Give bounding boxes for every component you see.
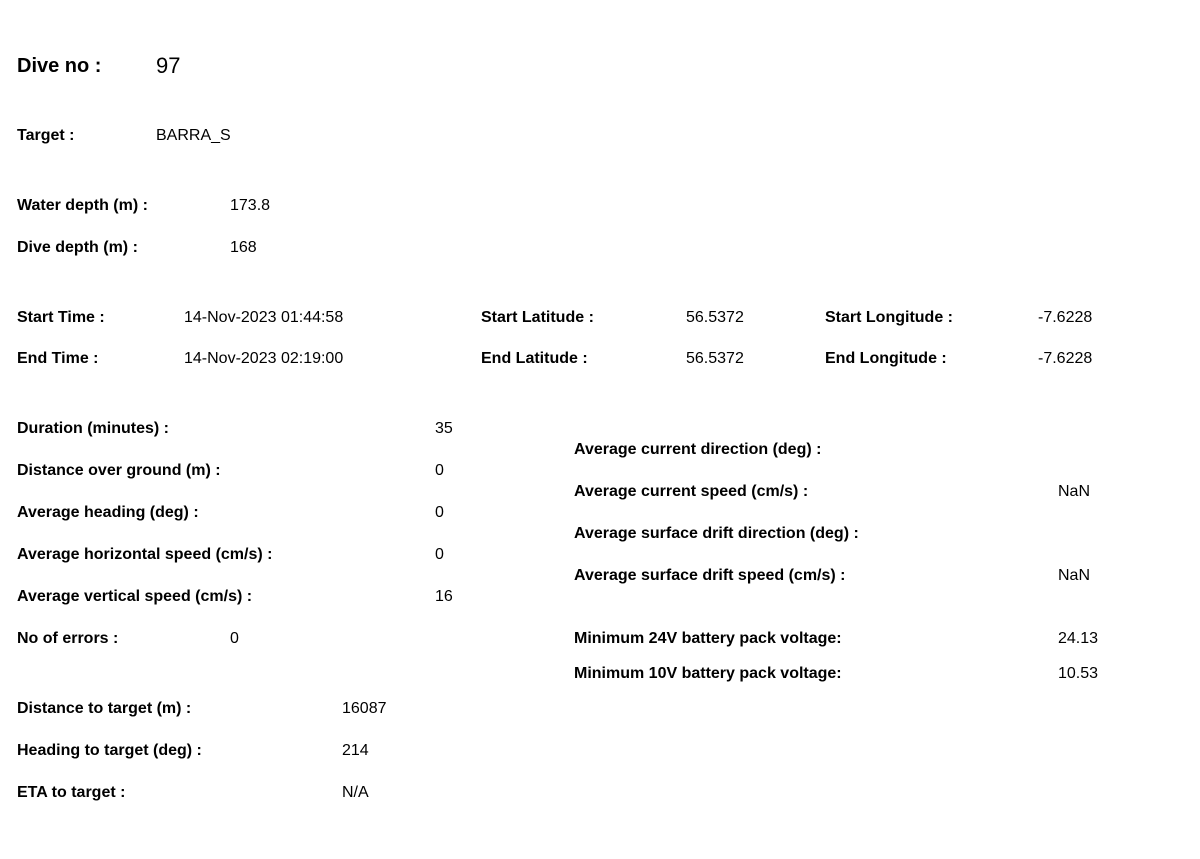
start-latitude-value: 56.5372 xyxy=(686,309,744,326)
start-time-label: Start Time : xyxy=(17,309,105,326)
duration-value: 35 xyxy=(435,420,453,437)
dive-no-value: 97 xyxy=(156,53,181,78)
errors-label: No of errors : xyxy=(17,630,119,647)
end-longitude-label: End Longitude : xyxy=(825,350,947,367)
target-value: BARRA_S xyxy=(156,127,231,144)
start-longitude-value: -7.6228 xyxy=(1038,309,1093,326)
average-surface-drift-speed-value: NaN xyxy=(1058,567,1091,584)
dive-depth-label: Dive depth (m) : xyxy=(17,239,138,256)
dive-depth-value: 168 xyxy=(230,239,257,256)
heading-to-target-label: Heading to target (deg) : xyxy=(17,742,202,759)
eta-to-target-value: N/A xyxy=(342,784,369,801)
min-10v-battery-value: 10.53 xyxy=(1058,665,1099,682)
duration-label: Duration (minutes) : xyxy=(17,420,169,437)
end-time-value: 14-Nov-2023 02:19:00 xyxy=(184,350,344,367)
average-current-speed-label: Average current speed (cm/s) : xyxy=(574,483,809,500)
average-current-direction-label: Average current direction (deg) : xyxy=(574,441,822,458)
end-longitude-value: -7.6228 xyxy=(1038,350,1093,367)
end-latitude-value: 56.5372 xyxy=(686,350,744,367)
dive-no-label: Dive no : xyxy=(17,55,102,77)
average-horizontal-speed-label: Average horizontal speed (cm/s) : xyxy=(17,546,273,563)
average-surface-drift-speed-label: Average surface drift speed (cm/s) : xyxy=(574,567,846,584)
distance-over-ground-label: Distance over ground (m) : xyxy=(17,462,221,479)
target-label: Target : xyxy=(17,127,75,144)
end-time-label: End Time : xyxy=(17,350,99,367)
average-current-speed-value: NaN xyxy=(1058,483,1091,500)
average-surface-drift-direction-label: Average surface drift direction (deg) : xyxy=(574,525,859,542)
min-10v-battery-label: Minimum 10V battery pack voltage: xyxy=(574,665,842,682)
water-depth-value: 173.8 xyxy=(230,197,271,214)
min-24v-battery-label: Minimum 24V battery pack voltage: xyxy=(574,630,842,647)
average-horizontal-speed-value: 0 xyxy=(435,546,444,563)
eta-to-target-label: ETA to target : xyxy=(17,784,126,801)
average-vertical-speed-value: 16 xyxy=(435,588,453,605)
end-latitude-label: End Latitude : xyxy=(481,350,588,367)
average-heading-label: Average heading (deg) : xyxy=(17,504,199,521)
distance-to-target-value: 16087 xyxy=(342,700,387,717)
heading-to-target-value: 214 xyxy=(342,742,369,759)
errors-value: 0 xyxy=(230,630,239,647)
average-vertical-speed-label: Average vertical speed (cm/s) : xyxy=(17,588,253,605)
start-longitude-label: Start Longitude : xyxy=(825,309,953,326)
water-depth-label: Water depth (m) : xyxy=(17,197,148,214)
start-latitude-label: Start Latitude : xyxy=(481,309,594,326)
start-time-value: 14-Nov-2023 01:44:58 xyxy=(184,309,344,326)
min-24v-battery-value: 24.13 xyxy=(1058,630,1099,647)
distance-over-ground-value: 0 xyxy=(435,462,444,479)
distance-to-target-label: Distance to target (m) : xyxy=(17,700,192,717)
average-heading-value: 0 xyxy=(435,504,444,521)
